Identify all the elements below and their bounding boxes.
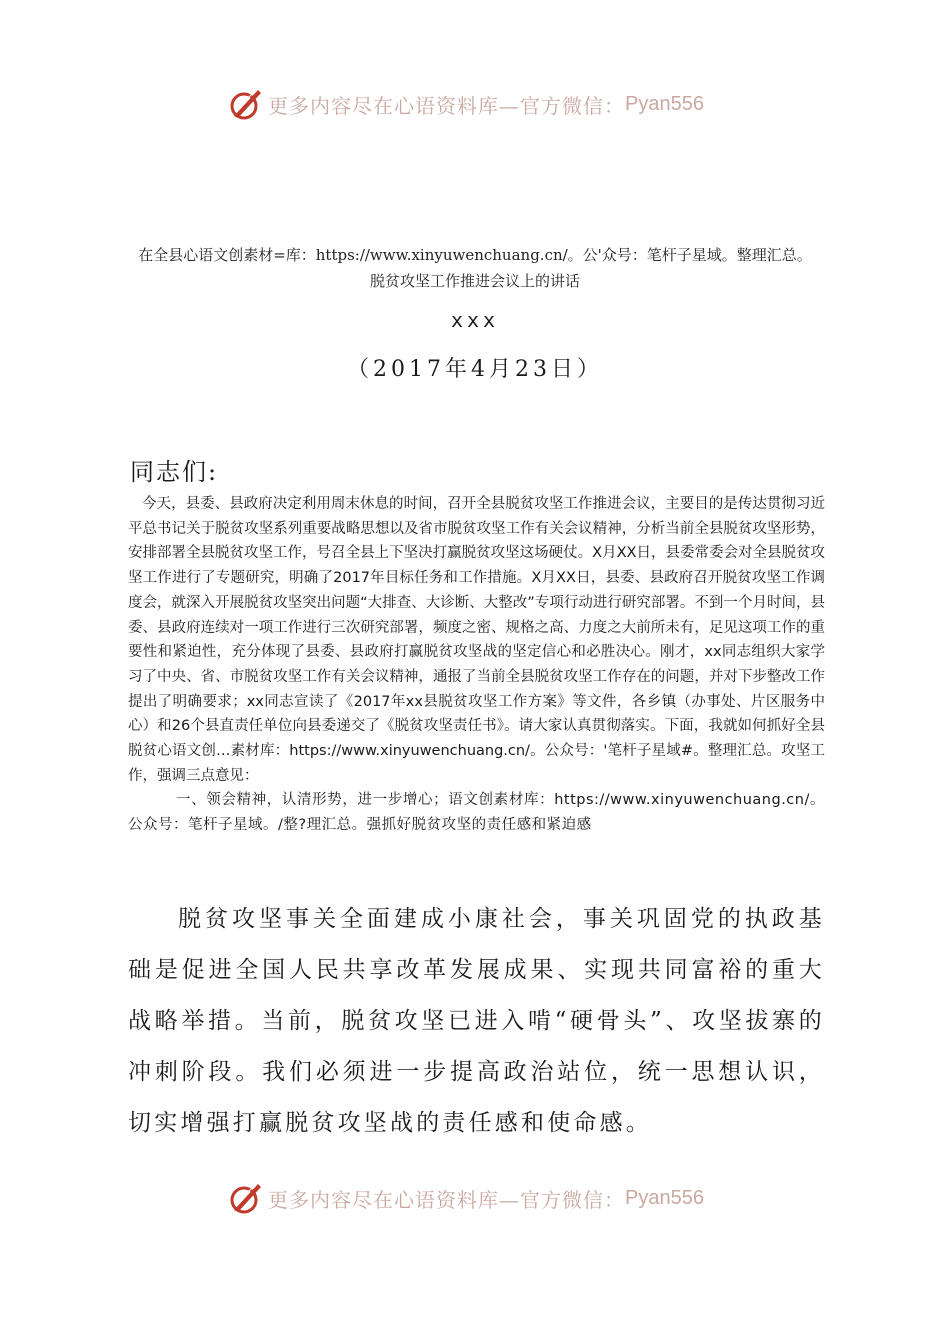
watermark-header bbox=[228, 86, 704, 122]
watermark-wechat: Pyan556 bbox=[625, 1186, 704, 1209]
watermark-wechat: Pyan556 bbox=[625, 92, 704, 115]
salutation: 同志们: bbox=[130, 458, 219, 486]
author: xxx bbox=[450, 308, 500, 332]
speech-title: 脱贫攻坚工作推进会议上的讲话 bbox=[369, 272, 580, 290]
section-heading-1: 一、领会精神，认清形势，进一步增心；语文创素材库：https://www.xinyuwenchuang.cn/。公众号：笔杆子星域。/整?理汇总。强抓好脱贫攻坚的责任感和紧迫感 bbox=[128, 792, 825, 834]
header-line-source: 在全县心语文创素材=库：https://www.xinyuwenchuang.cn/。公'众号：笔杆子星域。整理汇总。 bbox=[138, 246, 812, 264]
body-text-small bbox=[128, 492, 825, 838]
watermark-text: 更多内容尽在心语资料库—官方微信： bbox=[268, 93, 625, 118]
watermark-text: 更多内容尽在心语资料库—官方微信： bbox=[268, 1187, 625, 1212]
quill-logo-icon bbox=[228, 1180, 264, 1216]
paragraph-main: 脱贫攻坚事关全面建成小康社会，事关巩固党的执政基础是促进全国人民共享改革发展成果、实现共同富裕的重大战略举措。当前，脱贫攻坚已进入啃“硬骨头”、攻坚拔寨的冲刺阶段。我们必须进一步提高政治站位，统一思想认识，切实增强打赢脱贫攻坚战的责任感和使命感。 bbox=[128, 906, 825, 1136]
watermark-footer bbox=[228, 1180, 704, 1216]
paragraph-intro: 今天，县委、县政府决定利用周末休息的时间，召开全县脱贫攻坚工作推进会议，主要目的是传达贯彻习近平总书记关于脱贫攻坚系列重要战略思想以及省市脱贫攻坚工作有关会议精神，分析当前全县脱贫攻坚形势，安排部署全县脱贫攻坚工作，号召全县上下坚决打赢脱贫攻坚这场硬仗。X月XX日，县委常委会对全县脱贫攻坚工作进行了专题研究，明确了2017年目标任务和工作措施。X月XX日，县委、县政府召开脱贫攻坚工作调度会，就深入开展脱贫攻坚突出问题“大排查、大诊断、大整改”专项行动进行研究部署。不到一个月时间，县委、县政府连续对一项工作进行三次研究部署，频度之密、规格之高、力度之大前所未有，足见这项工作的重要性和紧迫性，充分体现了县委、县政府打赢脱贫攻坚战的坚定信心和必胜决心。刚才，xx同志组织大家学习了中央、省、市脱贫攻坚工作有关会议精神，通报了当前全县脱贫攻坚工作存在的问题，并对下步整改工作提出了明确要求；xx同志宣读了《2017年xx县脱贫攻坚工作方案》等文件，各乡镇（办事处、片区服务中心）和26个县直责任单位向县委递交了《脱贫攻坚责任书》。请大家认真贯彻落实。下面，我就如何抓好全县脱贫心语文创…素材库：https://www.xinyuwenchuang.cn/。公众号：'笔杆子星域#。整理汇总。攻坚工作，强调三点意见： bbox=[128, 496, 825, 784]
speech-date: （2017年4月23日） bbox=[347, 357, 603, 382]
quill-logo-icon bbox=[228, 86, 264, 122]
